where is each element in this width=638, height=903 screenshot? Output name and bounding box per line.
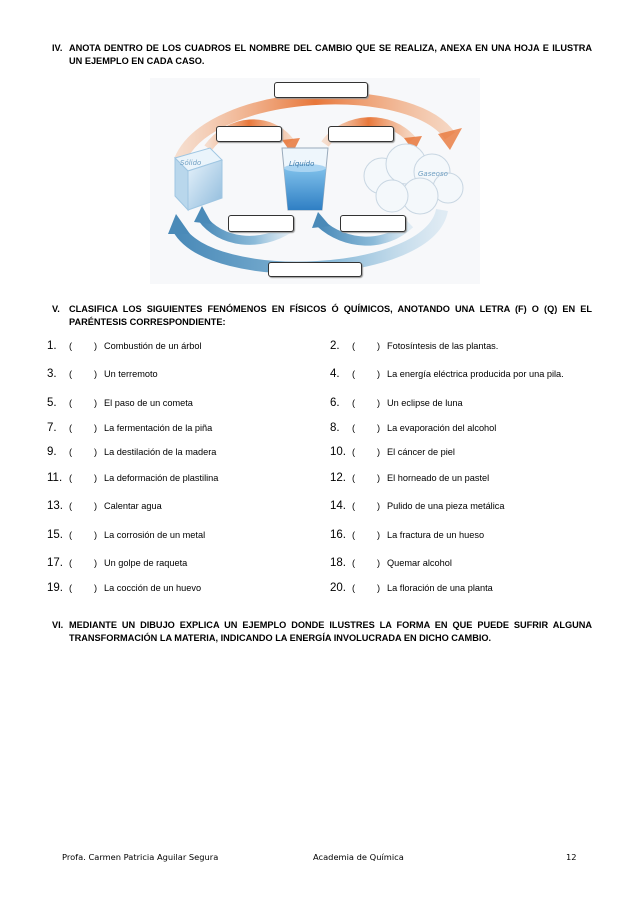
answer-paren-close: ) bbox=[94, 341, 98, 351]
answer-paren-open[interactable]: ( bbox=[69, 501, 73, 511]
section-instruction: ANOTA DENTRO DE LOS CUADROS EL NOMBRE DEL CAMBIO QUE SE REALIZA, ANEXA EN UNA HOJA E ILUSTRA UN EJEMPLO EN CADA CASO. bbox=[69, 43, 592, 66]
item-text: La fermentación de la piña bbox=[104, 423, 213, 433]
answer-paren-close: ) bbox=[94, 530, 98, 540]
item-text: La floración de una planta bbox=[387, 583, 493, 593]
answer-paren-close: ) bbox=[377, 473, 381, 483]
answer-paren-close: ) bbox=[377, 423, 381, 433]
section-v-heading bbox=[52, 303, 592, 329]
item-number: 11. bbox=[47, 472, 63, 484]
item-number: 20. bbox=[330, 582, 346, 594]
item-number: 13. bbox=[47, 500, 63, 512]
answer-paren-open[interactable]: ( bbox=[69, 398, 73, 408]
section-iv-heading bbox=[52, 42, 592, 68]
item-text: La deformación de plastilina bbox=[104, 473, 219, 483]
item-text: Combustión de un árbol bbox=[104, 341, 202, 351]
answer-paren-open[interactable]: ( bbox=[352, 530, 356, 540]
item-number: 3. bbox=[47, 368, 57, 380]
item-text: Un eclipse de luna bbox=[387, 398, 463, 408]
item-number: 7. bbox=[47, 422, 57, 434]
section-vi-heading bbox=[52, 619, 592, 645]
answer-paren-open[interactable]: ( bbox=[69, 530, 73, 540]
item-text: Quemar alcohol bbox=[387, 558, 452, 568]
answer-paren-close: ) bbox=[377, 530, 381, 540]
footer-academy: Academia de Química bbox=[313, 852, 404, 862]
answer-paren-close: ) bbox=[94, 398, 98, 408]
item-text: La evaporación del alcohol bbox=[387, 423, 497, 433]
section-instruction: MEDIANTE UN DIBUJO EXPLICA UN EJEMPLO DONDE ILUSTRES LA FORMA EN QUE PUEDE SUFRIR ALGUNA TRANSFORMACIÓN LA MATERIA, INDICANDO LA ENERGÍA INVOLUCRADA EN DICHO CAMBIO. bbox=[69, 620, 592, 643]
water-glass bbox=[284, 168, 326, 210]
solid-label: Sólido bbox=[180, 159, 202, 167]
item-number: 19. bbox=[47, 582, 63, 594]
item-number: 18. bbox=[330, 557, 346, 569]
item-number: 9. bbox=[47, 446, 57, 458]
answer-paren-close: ) bbox=[94, 501, 98, 511]
item-text: El paso de un cometa bbox=[104, 398, 193, 408]
item-number: 4. bbox=[330, 368, 340, 380]
liquid-label: Líquido bbox=[289, 160, 315, 168]
footer-page-number: 12 bbox=[566, 852, 577, 862]
answer-paren-close: ) bbox=[377, 501, 381, 511]
answer-paren-open[interactable]: ( bbox=[352, 473, 356, 483]
item-text: Un terremoto bbox=[104, 369, 158, 379]
answer-paren-open[interactable]: ( bbox=[69, 341, 73, 351]
answer-paren-close: ) bbox=[377, 447, 381, 457]
item-text: La energía eléctrica producida por una pila. bbox=[387, 369, 564, 379]
section-number: V. bbox=[52, 304, 60, 314]
states-of-matter-diagram bbox=[150, 78, 480, 284]
item-number: 1. bbox=[47, 340, 57, 352]
section-instruction: CLASIFICA LOS SIGUIENTES FENÓMENOS EN FÍSICOS Ó QUÍMICOS, ANOTANDO UNA LETRA (F) O (Q) EN EL PARÉNTESIS CORRESPONDIENTE: bbox=[69, 304, 592, 327]
item-number: 5. bbox=[47, 397, 57, 409]
item-text: La cocción de un huevo bbox=[104, 583, 202, 593]
footer-author: Profa. Carmen Patricia Aguilar Segura bbox=[62, 852, 219, 862]
deposition-answer-box[interactable] bbox=[268, 262, 362, 277]
item-number: 6. bbox=[330, 397, 340, 409]
answer-paren-close: ) bbox=[377, 341, 381, 351]
answer-paren-open[interactable]: ( bbox=[352, 447, 356, 457]
fusion-answer-box[interactable] bbox=[216, 126, 282, 142]
answer-paren-open[interactable]: ( bbox=[69, 473, 73, 483]
item-text: El horneado de un pastel bbox=[387, 473, 490, 483]
item-number: 8. bbox=[330, 422, 340, 434]
item-number: 17. bbox=[47, 557, 63, 569]
solidification-answer-box[interactable] bbox=[228, 215, 294, 232]
answer-paren-close: ) bbox=[377, 583, 381, 593]
item-number: 14. bbox=[330, 500, 346, 512]
item-text: Pulido de una pieza metálica bbox=[387, 501, 505, 511]
answer-paren-close: ) bbox=[377, 369, 381, 379]
answer-paren-open[interactable]: ( bbox=[69, 583, 73, 593]
item-text: Un golpe de raqueta bbox=[104, 558, 188, 568]
answer-paren-close: ) bbox=[94, 423, 98, 433]
section-number: VI. bbox=[52, 620, 64, 630]
answer-paren-open[interactable]: ( bbox=[352, 341, 356, 351]
answer-paren-open[interactable]: ( bbox=[69, 423, 73, 433]
answer-paren-open[interactable]: ( bbox=[69, 447, 73, 457]
answer-paren-close: ) bbox=[94, 473, 98, 483]
answer-paren-close: ) bbox=[377, 398, 381, 408]
item-number: 2. bbox=[330, 340, 340, 352]
item-number: 12. bbox=[330, 472, 346, 484]
item-text: Fotosíntesis de las plantas. bbox=[387, 341, 499, 351]
answer-paren-close: ) bbox=[377, 558, 381, 568]
answer-paren-open[interactable]: ( bbox=[352, 369, 356, 379]
evaporation-answer-box[interactable] bbox=[328, 126, 394, 142]
answer-paren-close: ) bbox=[94, 558, 98, 568]
item-text: La corrosión de un metal bbox=[104, 530, 206, 540]
item-number: 16. bbox=[330, 529, 346, 541]
answer-paren-close: ) bbox=[94, 583, 98, 593]
condensation-answer-box[interactable] bbox=[340, 215, 406, 232]
sublimation-answer-box[interactable] bbox=[274, 82, 368, 98]
answer-paren-open[interactable]: ( bbox=[352, 501, 356, 511]
answer-paren-open[interactable]: ( bbox=[69, 369, 73, 379]
item-number: 15. bbox=[47, 529, 63, 541]
answer-paren-close: ) bbox=[94, 447, 98, 457]
answer-paren-open[interactable]: ( bbox=[69, 558, 73, 568]
answer-paren-close: ) bbox=[94, 369, 98, 379]
item-text: La fractura de un hueso bbox=[387, 530, 485, 540]
item-number: 10. bbox=[330, 446, 346, 458]
item-text: Calentar agua bbox=[104, 501, 162, 511]
gas-label: Gaseoso bbox=[418, 170, 448, 178]
answer-paren-open[interactable]: ( bbox=[352, 398, 356, 408]
section-number: IV. bbox=[52, 43, 63, 53]
answer-paren-open[interactable]: ( bbox=[352, 583, 356, 593]
item-text: El cáncer de piel bbox=[387, 447, 455, 457]
item-text: La destilación de la madera bbox=[104, 447, 217, 457]
answer-paren-open[interactable]: ( bbox=[352, 558, 356, 568]
answer-paren-open[interactable]: ( bbox=[352, 423, 356, 433]
